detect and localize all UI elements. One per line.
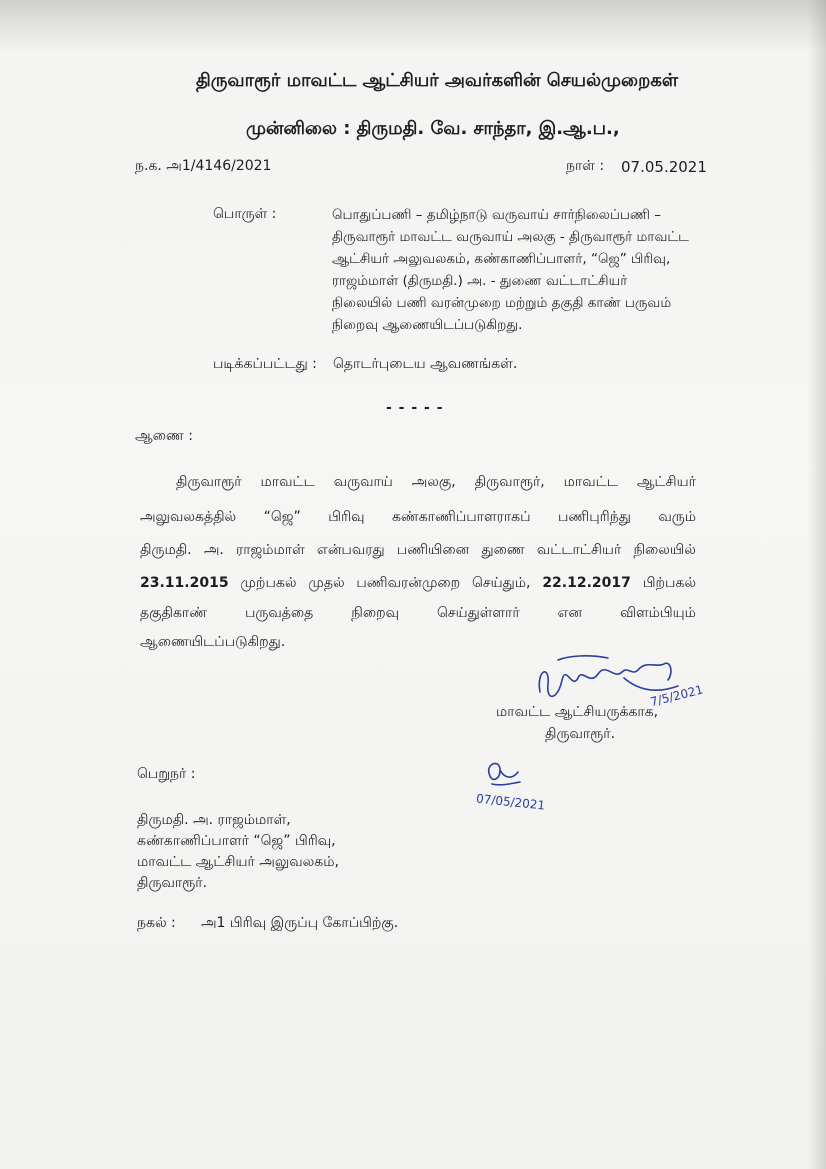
order-line-6: ஆணையிடப்படுகிறது. bbox=[140, 634, 286, 650]
signature-date: 7/5/2021 bbox=[648, 682, 705, 710]
subject-label: பொருள் : bbox=[213, 206, 277, 222]
order-line-3 bbox=[140, 542, 696, 560]
order-word: தகுதிகாண் bbox=[140, 605, 208, 621]
acknowledgement-initials bbox=[470, 752, 570, 814]
date-value: 07.05.2021 bbox=[621, 158, 707, 176]
order-line-4 bbox=[140, 575, 696, 593]
order-date-start: 23.11.2015 bbox=[140, 575, 229, 591]
order-word: மாவட்ட bbox=[563, 474, 618, 490]
order-word: அலுவலகத்தில் bbox=[140, 509, 237, 525]
paper-edge-shadow bbox=[808, 0, 826, 1169]
recipient-line: கண்காணிப்பாளர் “ஜெ” பிரிவு, bbox=[137, 833, 336, 849]
order-word: செய்துள்ளார் bbox=[436, 605, 520, 621]
date-label: நாள் : bbox=[566, 158, 605, 174]
order-word: முதல் bbox=[308, 575, 345, 591]
subject-line: நிறைவு ஆணையிடப்படுகிறது. bbox=[332, 317, 523, 333]
recipient-label: பெறுநர் : bbox=[137, 766, 196, 782]
copy-text: அ1 பிரிவு இருப்பு கோப்பிற்கு. bbox=[201, 915, 399, 931]
paper-fold-shadow bbox=[0, 0, 826, 52]
order-word: செய்தும், bbox=[471, 575, 531, 591]
acknowledgement-date: 07/05/2021 bbox=[475, 791, 546, 813]
order-line-5 bbox=[140, 605, 696, 623]
order-word: “ஜெ” bbox=[263, 509, 301, 525]
order-word: வட்டாட்சியர் bbox=[536, 542, 622, 558]
subject-line: திருவாரூர் மாவட்ட வருவாய் அலகு - திருவாரூர் மாவட்ட bbox=[332, 229, 689, 245]
order-date-end: 22.12.2017 bbox=[542, 575, 631, 591]
recipient-line: மாவட்ட ஆட்சியர் அலுவலகம், bbox=[137, 854, 339, 870]
order-word: திருவாரூர், bbox=[474, 474, 545, 490]
order-word: திருமதி. bbox=[140, 542, 192, 558]
order-word: மாவட்ட bbox=[260, 474, 315, 490]
subject-line: நிலையில் பணி வரன்முறை மற்றும் தகுதி காண் பருவம் bbox=[332, 295, 672, 311]
separator: - - - - - bbox=[386, 400, 444, 416]
subject-line: பொதுப்பணி – தமிழ்நாடு வருவாய் சார்நிலைப்பணி – bbox=[332, 207, 662, 223]
order-word: அ. bbox=[203, 542, 224, 558]
file-number: ந.க. அ1/4146/2021 bbox=[135, 158, 272, 174]
order-word: கண்காணிப்பாளராகப் bbox=[391, 509, 531, 525]
recipient-line: திருவாரூர். bbox=[137, 875, 208, 891]
signatory-place: திருவாரூர். bbox=[545, 726, 616, 742]
order-word: ராஜம்மாள் bbox=[236, 542, 305, 558]
order-word: நிலையில் bbox=[633, 542, 696, 558]
order-word: முற்பகல் bbox=[240, 575, 297, 591]
order-line-1 bbox=[176, 474, 696, 492]
read-label: படிக்கப்பட்டது : bbox=[213, 356, 317, 372]
order-word: வருவாய் bbox=[333, 474, 393, 490]
signatory-designation: மாவட்ட ஆட்சியருக்காக, bbox=[496, 704, 659, 720]
order-word: அலகு, bbox=[411, 474, 456, 490]
order-word: பணிபுரிந்து bbox=[558, 509, 631, 525]
order-label: ஆணை : bbox=[135, 428, 193, 444]
read-text: தொடர்புடைய ஆவணங்கள். bbox=[333, 356, 518, 372]
order-word: என்பவரது bbox=[316, 542, 385, 558]
order-word: பருவத்தை bbox=[245, 605, 314, 621]
order-word: ஆட்சியர் bbox=[636, 474, 696, 490]
order-word: திருவாரூர் bbox=[176, 474, 242, 490]
presence-line: முன்னிலை : திருமதி. வே. சாந்தா, இ.ஆ.ப., bbox=[246, 118, 620, 139]
order-word: பிரிவு bbox=[328, 509, 365, 525]
order-word: பணியினை bbox=[396, 542, 470, 558]
order-word: நிறைவு bbox=[351, 605, 400, 621]
order-word: துணை bbox=[481, 542, 525, 558]
subject-line: ராஜம்மாள் (திருமதி.) அ. - துணை வட்டாட்சியர் bbox=[332, 273, 628, 289]
order-line-2 bbox=[140, 509, 696, 527]
subject-text bbox=[332, 204, 689, 336]
copy-label: நகல் : bbox=[137, 915, 176, 931]
order-word: வரும் bbox=[658, 509, 696, 525]
recipient-line: திருமதி. அ. ராஜம்மாள், bbox=[137, 812, 291, 828]
order-word: பிற்பகல் bbox=[642, 575, 696, 591]
order-word: விளம்பியும் bbox=[620, 605, 696, 621]
order-word: பணிவரன்முறை bbox=[356, 575, 461, 591]
subject-line: ஆட்சியர் அலுவலகம், கண்காணிப்பாளர், “ஜெ” பிரிவு, bbox=[332, 251, 671, 267]
order-word: என bbox=[557, 605, 583, 621]
document-title: திருவாரூர் மாவட்ட ஆட்சியர் அவர்களின் செயல்முறைகள் bbox=[196, 70, 679, 91]
